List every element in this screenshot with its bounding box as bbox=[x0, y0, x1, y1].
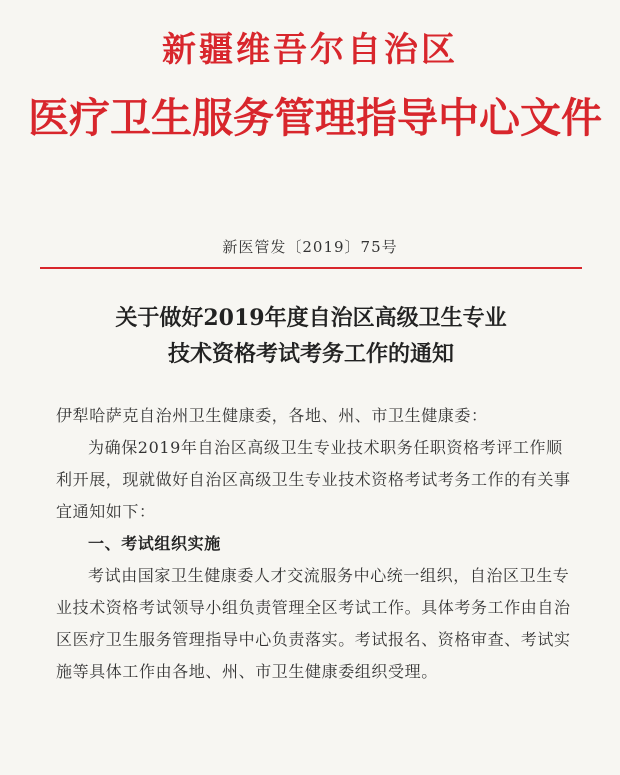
issuer-header-line2: 医疗卫生服务管理指导中心文件 bbox=[28, 94, 602, 142]
document-title bbox=[40, 300, 582, 372]
red-divider-line bbox=[40, 267, 582, 269]
document-number: 新医管发〔2019〕75号 bbox=[222, 238, 398, 256]
issuer-header-line1: 新疆维吾尔自治区 bbox=[162, 30, 458, 70]
section-paragraph: 考试由国家卫生健康委人才交流服务中心统一组织，自治区卫生专业技术资格考试领导小组负责管理全区考试工作。具体考务工作由自治区医疗卫生服务管理指导中心负责落实。考试报名、资格审查、考试实施等具体工作由各地、州、市卫生健康委组织受理。 bbox=[56, 566, 571, 681]
section-heading: 一、考试组织实施 bbox=[88, 534, 221, 553]
title-line-2: 技术资格考试考务工作的通知 bbox=[167, 341, 454, 367]
salutation: 伊犁哈萨克自治州卫生健康委，各地、州、市卫生健康委： bbox=[56, 406, 488, 425]
document-body bbox=[56, 400, 576, 688]
intro-paragraph: 为确保2019年自治区高级卫生专业技术职务任职资格考评工作顺利开展，现就做好自治区高级卫生专业技术资格考试考务工作的有关事宜通知如下： bbox=[56, 438, 571, 521]
title-line-1: 关于做好2019年度自治区高级卫生专业 bbox=[115, 305, 507, 331]
